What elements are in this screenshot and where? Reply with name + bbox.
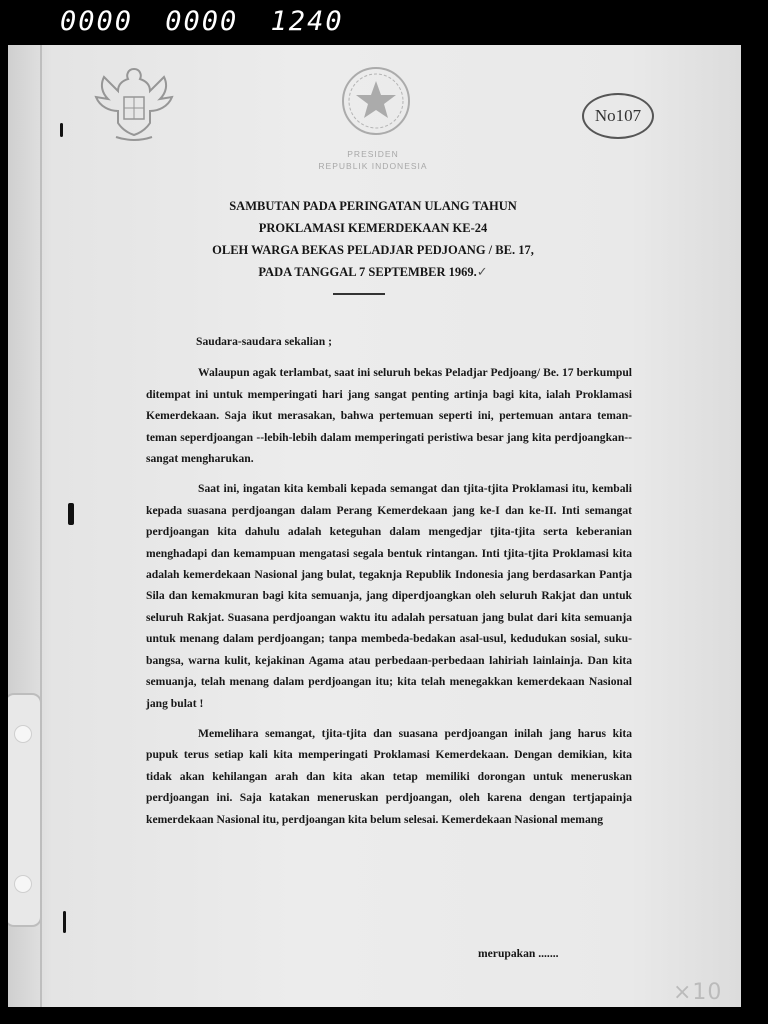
title-date: PADA TANGGAL 7 SEPTEMBER 1969. (258, 265, 477, 279)
binder-slot (8, 693, 42, 927)
paragraph: Memelihara semangat, tjita-tjita dan suasana perdjoangan inilah jang harus kita pupuk terus setiap kali kita memperingati Proklamasi Kemerdekaan. Dengan demikian, kita tidak akan kehilangan arah dan kita akan tetap memiliki dorongan untuk meneruskan perdjoangan ini. Saja katakan meneruskan perdjoangan, oleh karena dengan tertjapainja kemerdekaan Nasional itu, perdjoangan kita belum selesai. Kemerdekaan Nasional memang (146, 726, 632, 826)
title-line: OLEH WARGA BEKAS PELADJAR PEDJOANG / BE. 17, (212, 243, 534, 257)
garuda-emblem-icon (88, 63, 180, 145)
title-line: PROKLAMASI KEMERDEKAAN KE-24 (258, 221, 488, 235)
paragraph: Saat ini, ingatan kita kembali kepada semangat dan tjita-tjita Proklamasi itu, kembali kepada suasana perdjoangan dalam Perang Kemerdekaan jang ke-I dan ke-II. Inti semangat perdjoangan kita dahulu adalah keteguhan dalam mengedjar tjita-tjita serta keberanian menghadapi dan kemampuan mengatasi segala bentuk rintangan. Inti tjita-tjita Proklamasi kita adalah kemerdekaan Nasional jang bulat, tegaknja Republik Indonesia jang berdasarkan Pantja Sila dan kemakmuran bagi kita semuanja, jang diperdjoangkan oleh seluruh Rakjat dan untuk seluruh Rakjat. Suasana perdjoangan waktu itu adalah persatuan jang bulat dari kita semuanja untuk menang dalam perdjoangan; tanpa membeda-bedakan asal-usul, kedudukan sosial, suku-bangsa, warna kulit, kejakinan Agama atau perbedaan-perbedaan lahiriah lainlainja. Dan kita semuanja, telah menang dalam perdjoangan itu; kita telah menegakkan kemerdekaan Nasional jang bulat ! (146, 482, 632, 710)
letterhead (278, 148, 468, 172)
ink-speck (68, 503, 74, 525)
document-page (8, 45, 741, 1007)
archive-number-stamp: No107 (582, 93, 654, 139)
letterhead-line: PRESIDEN (347, 149, 399, 159)
binder-hole (14, 875, 32, 893)
salutation: Saudara-saudara sekalian ; (196, 335, 332, 348)
title-divider (333, 293, 385, 295)
ink-speck (60, 123, 63, 137)
title-line-date (158, 261, 588, 284)
document-title (158, 195, 588, 284)
binder-hole (14, 725, 32, 743)
paragraph: Walaupun agak terlambat, saat ini seluruh bekas Peladjar Pedjoang/ Be. 17 berkumpul ditempat ini untuk memperingati hari jang sangat penting artinja bagi kita, ialah Proklamasi Kemerdekaan. Saja ikut merasakan, bahwa pertemuan seperti ini, pertemuan antara teman-teman seperdjoangan --lebih-lebih dalam memperingati peristiwa besar jang kita perdjoangkan-- sangat mengharukan. (146, 366, 632, 466)
title-line: SAMBUTAN PADA PERINGATAN ULANG TAHUN (229, 199, 517, 213)
frame-number: 0000 0000 1240 (60, 6, 344, 37)
corner-mark: ×10 (673, 980, 723, 1005)
presidential-seal-icon (338, 63, 414, 139)
checkmark-icon: ✓ (476, 265, 488, 280)
letterhead-line: REPUBLIK INDONESIA (318, 161, 428, 171)
continuation-catchword: merupakan ....... (478, 947, 559, 960)
speech-body (146, 331, 632, 839)
ink-speck (63, 911, 66, 933)
